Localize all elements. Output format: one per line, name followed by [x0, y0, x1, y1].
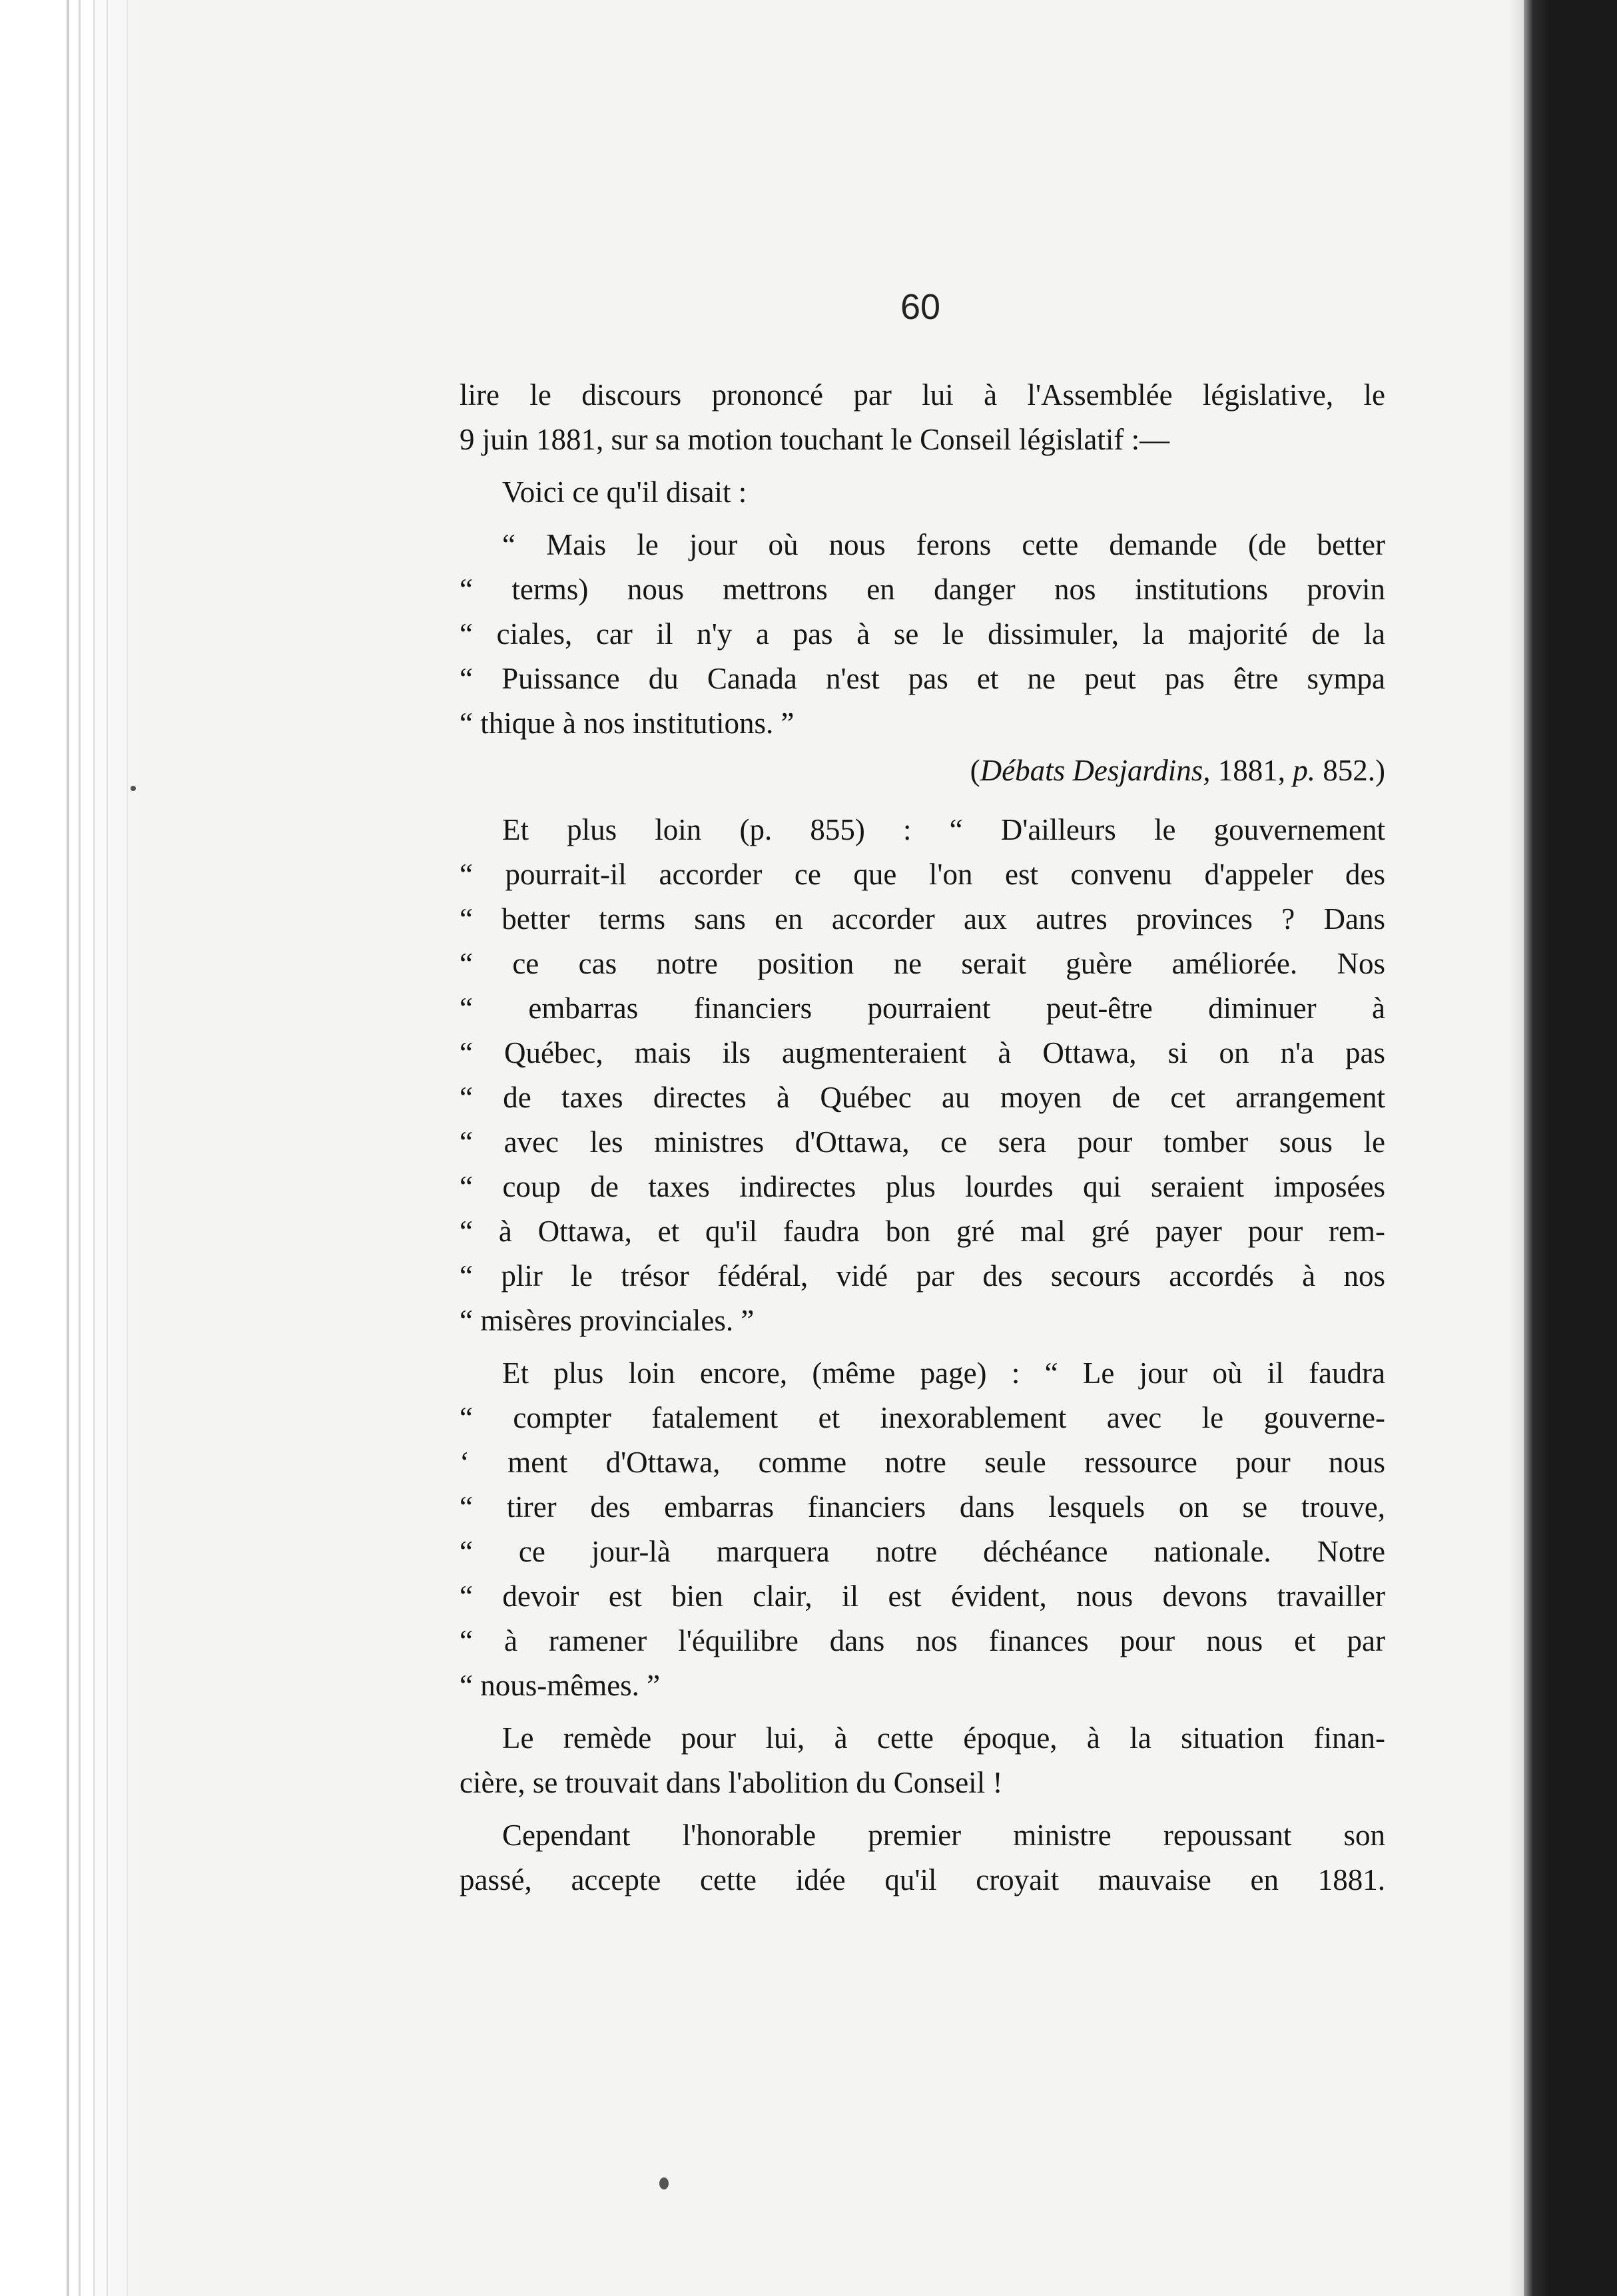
text-line: cière, se trouvait dans l'abolition du Conseil ! — [460, 1766, 1003, 1799]
text-line: “ thique à nos institutions. ” — [460, 707, 795, 740]
text-line: “ nous-mêmes. ” — [460, 1669, 661, 1702]
text-line: passé, accepte cette idée qu'il croyait mauvaise en 1881. — [460, 1863, 1385, 1896]
text-line: Et plus loin encore, (même page) : “ Le jour où il faudra — [502, 1356, 1385, 1390]
text-line: “ ce jour-là marquera notre déchéance nationale. Notre — [460, 1535, 1385, 1568]
text-line: Voici ce qu'il disait : — [502, 475, 747, 509]
text-line: “ ciales, car il n'y a pas à se le dissimuler, la majorité de la — [460, 617, 1385, 651]
right-margin-shadow — [1509, 0, 1524, 2296]
text-line: “ Québec, mais ils augmenteraient à Ottawa, si on n'a pas — [460, 1036, 1385, 1069]
text-line: “ misères provinciales. ” — [460, 1304, 755, 1337]
citation — [460, 748, 1385, 793]
text-line: “ tirer des embarras financiers dans lesquels on se trouve, — [460, 1490, 1385, 1524]
citation-title: Débats Desjardins, — [980, 754, 1211, 787]
citation-open: ( — [970, 754, 980, 787]
paragraph — [460, 1716, 1385, 1805]
text-line: “ de taxes directes à Québec au moyen de cet arrangement — [460, 1081, 1385, 1114]
text-line: “ devoir est bien clair, il est évident, nous devons travailler — [460, 1579, 1385, 1613]
text-line: “ terms) nous mettrons en danger nos institutions provin — [460, 573, 1385, 606]
text-line: 9 juin 1881, sur sa motion touchant le Conseil législatif :— — [460, 423, 1170, 456]
left-page-edge — [0, 0, 160, 2296]
speck — [659, 2177, 669, 2189]
text-line: “ à ramener l'équilibre dans nos finances pour nous et par — [460, 1624, 1385, 1657]
text-line: lire le discours prononcé par lui à l'Assemblée législative, le — [460, 378, 1385, 412]
text-line: “ compter fatalement et inexorablement avec le gouverne- — [460, 1401, 1385, 1434]
text-line: “ à Ottawa, et qu'il faudra bon gré mal gré payer pour rem- — [460, 1215, 1385, 1248]
paragraph — [460, 808, 1385, 1343]
text-line: “ avec les ministres d'Ottawa, ce sera pour tomber sous le — [460, 1125, 1385, 1159]
citation-year: 1881, — [1217, 754, 1285, 787]
paragraph — [460, 373, 1385, 462]
paragraph — [460, 1351, 1385, 1708]
paragraph — [460, 1813, 1385, 1902]
text-line: “ coup de taxes indirectes plus lourdes qui seraient imposées — [460, 1170, 1385, 1203]
text-line: “ better terms sans en accorder aux autres provinces ? Dans — [460, 902, 1385, 936]
citation-page-abbr: p. — [1293, 754, 1315, 787]
citation-page: 852.) — [1323, 754, 1385, 787]
text-line: “ plir le trésor fédéral, vidé par des secours accordés à nos — [460, 1259, 1385, 1292]
text-line: ‘ ment d'Ottawa, comme notre seule ressource pour nous — [460, 1446, 1385, 1479]
right-dark-margin — [1524, 0, 1617, 2296]
text-line: “ Puissance du Canada n'est pas et ne peut pas être sympa — [460, 662, 1385, 695]
text-line: “ pourrait-il accorder ce que l'on est convenu d'appeler des — [460, 858, 1385, 891]
text-line: Cependant l'honorable premier ministre repoussant son — [502, 1819, 1385, 1852]
page-number: 60 — [900, 287, 941, 327]
text-line: Le remède pour lui, à cette époque, à la situation finan- — [502, 1721, 1385, 1755]
text-line: “ ce cas notre position ne serait guère améliorée. Nos — [460, 947, 1385, 980]
text-line: “ embarras financiers pourraient peut-être diminuer à — [460, 992, 1385, 1025]
text-line: Et plus loin (p. 855) : “ D'ailleurs le gouvernement — [502, 813, 1385, 846]
speck — [131, 786, 136, 791]
quotation — [460, 523, 1385, 746]
text-line: “ Mais le jour où nous ferons cette demande (de better — [502, 528, 1385, 561]
paragraph — [460, 470, 1385, 515]
page-body — [460, 373, 1385, 1902]
